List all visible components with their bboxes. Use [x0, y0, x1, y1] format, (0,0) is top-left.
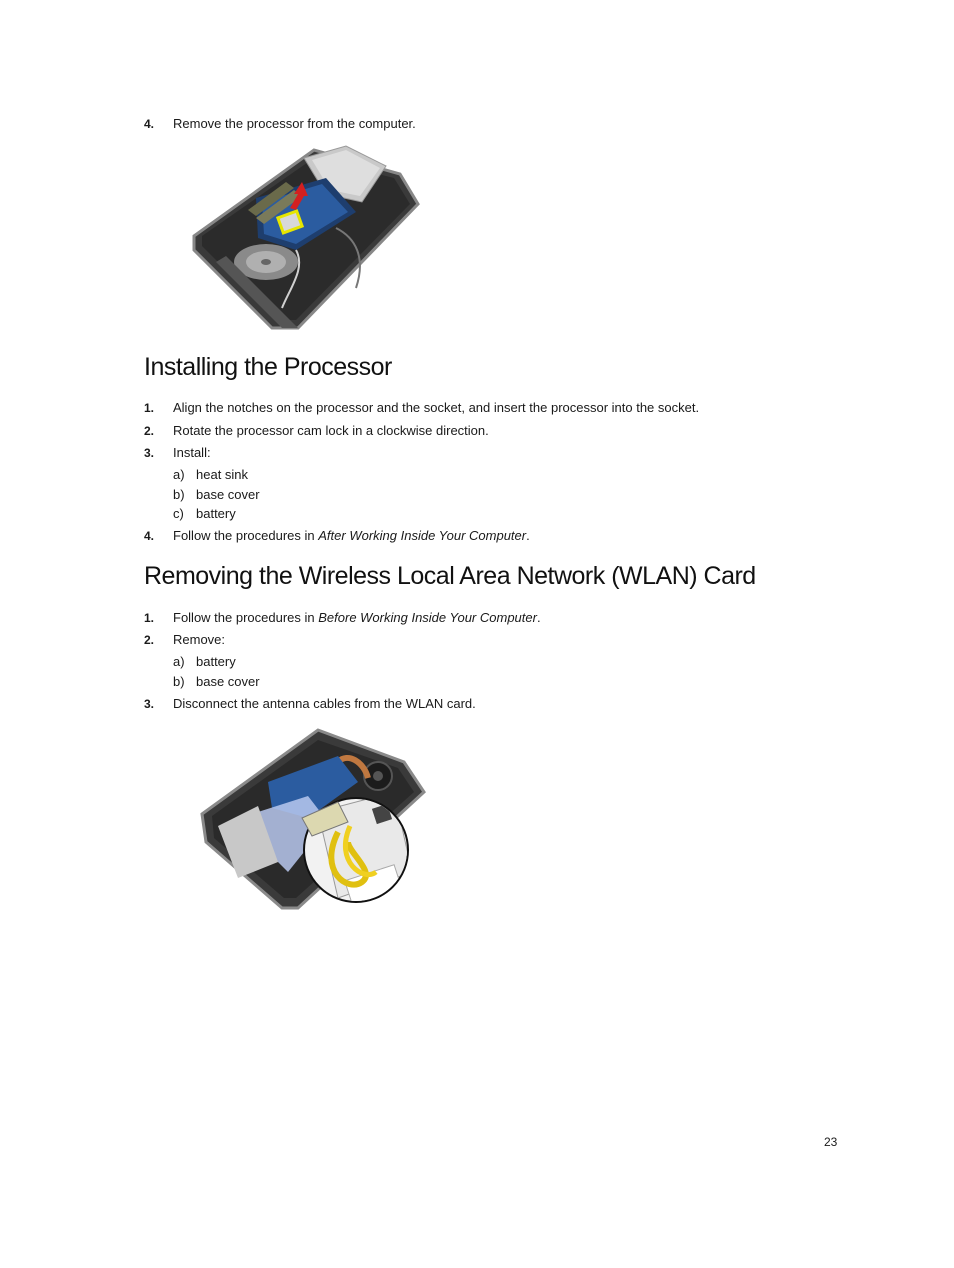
page-number: 23 — [824, 1135, 838, 1149]
step-text: Install: — [173, 445, 211, 460]
item-letter: a) — [173, 654, 185, 669]
step-number: 3. — [144, 697, 155, 711]
step-number: 2. — [144, 424, 155, 438]
heading-removing-wlan: Removing the Wireless Local Area Network (WLAN) Card — [144, 562, 756, 590]
item-letter: c) — [173, 506, 184, 521]
step-text: Rotate the processor cam lock in a clockwise direction. — [173, 423, 489, 438]
item-text: base cover — [196, 487, 260, 502]
step-number: 4. — [144, 117, 155, 131]
step-number: 2. — [144, 633, 155, 647]
step-text: Disconnect the antenna cables from the WLAN card. — [173, 696, 476, 711]
item-text: base cover — [196, 674, 260, 689]
step-number: 4. — [144, 529, 155, 543]
item-letter: a) — [173, 467, 185, 482]
link-before-working[interactable]: Before Working Inside Your Computer — [318, 610, 537, 625]
item-text: battery — [196, 506, 236, 521]
item-letter: b) — [173, 487, 185, 502]
item-letter: b) — [173, 674, 185, 689]
item-text: heat sink — [196, 467, 249, 482]
step-text: Remove: — [173, 632, 226, 647]
step-text: Follow the procedures in After Working Inside Your Computer. — [173, 528, 530, 543]
link-after-working[interactable]: After Working Inside Your Computer — [318, 528, 527, 543]
step-number: 1. — [144, 401, 155, 415]
step-text: Align the notches on the processor and the socket, and insert the processor into the socket. — [173, 400, 700, 415]
heading-installing-processor: Installing the Processor — [144, 353, 392, 381]
step-text: Follow the procedures in Before Working Inside Your Computer. — [173, 610, 541, 625]
wlan-removal-figure — [198, 722, 430, 916]
step-number: 1. — [144, 611, 155, 625]
step-text: Remove the processor from the computer. — [173, 116, 416, 131]
step-number: 3. — [144, 446, 155, 460]
item-text: battery — [196, 654, 236, 669]
processor-removal-figure — [186, 138, 426, 334]
